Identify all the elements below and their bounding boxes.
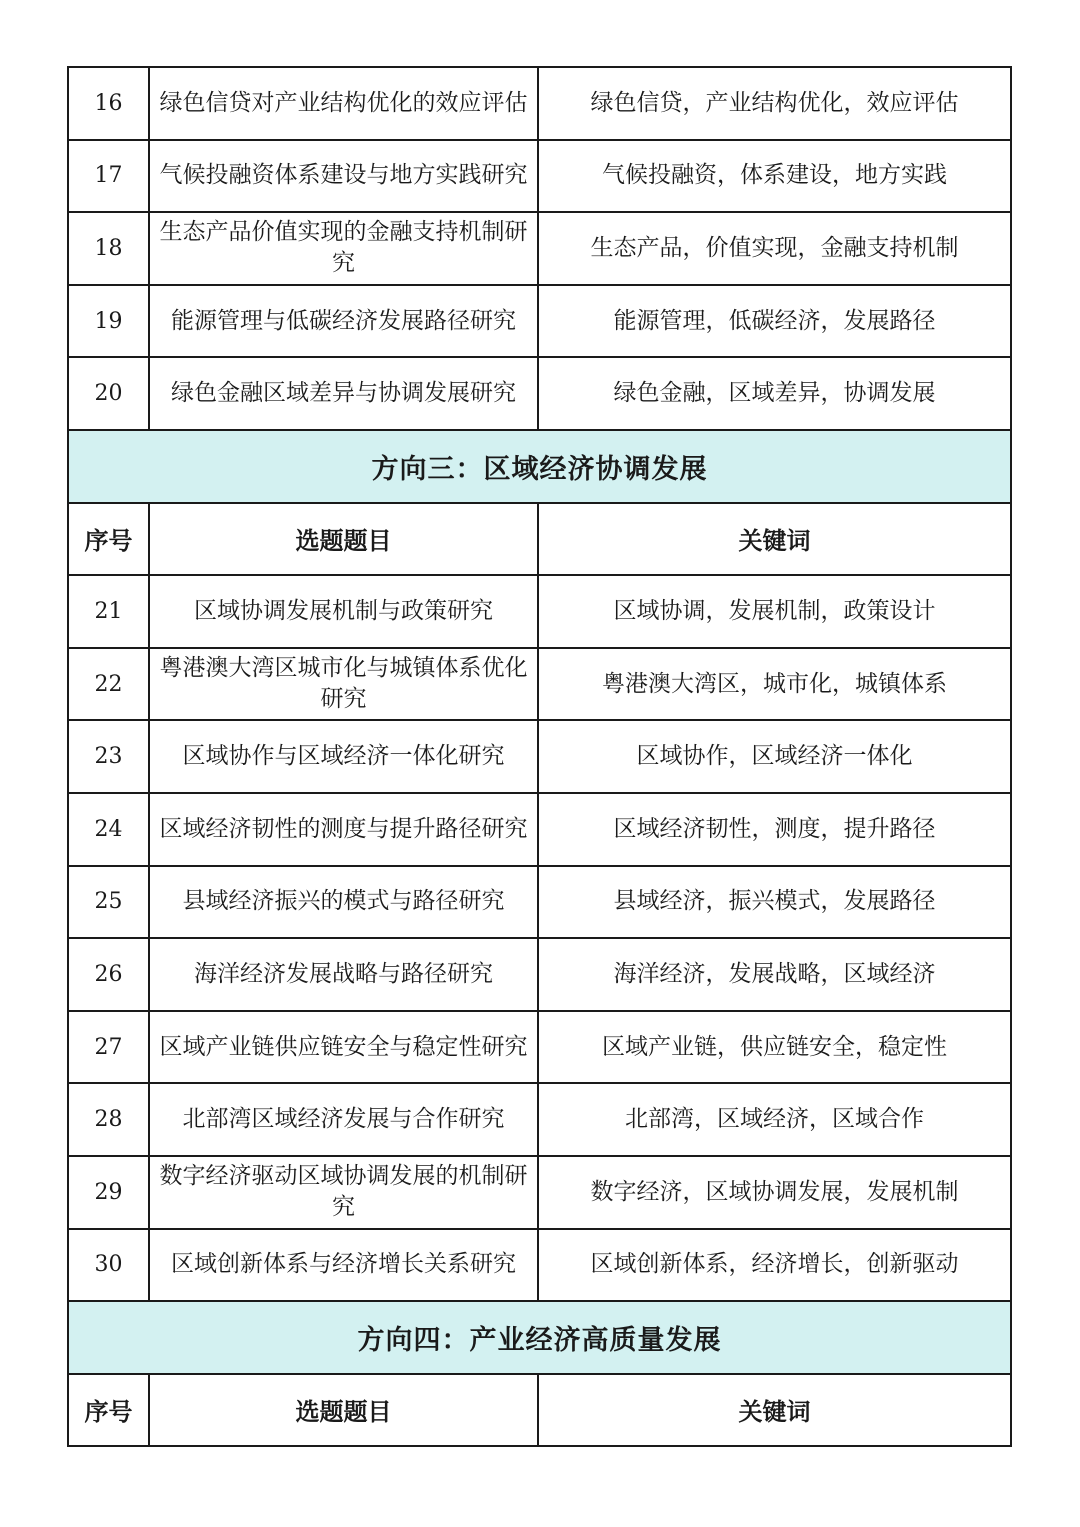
row-number: 30 <box>68 1229 149 1302</box>
topic-keywords: 北部湾，区域经济，区域合作 <box>538 1083 1011 1156</box>
table-row <box>68 1156 1011 1229</box>
topic-keywords: 县域经济，振兴模式，发展路径 <box>538 866 1011 939</box>
topic-keywords: 数字经济，区域协调发展，发展机制 <box>538 1156 1011 1229</box>
topic-title: 区域创新体系与经济增长关系研究 <box>149 1229 538 1302</box>
row-number: 22 <box>68 648 149 721</box>
row-number: 24 <box>68 793 149 866</box>
header-title: 选题题目 <box>149 1374 538 1447</box>
row-number: 18 <box>68 212 149 285</box>
header-keywords: 关键词 <box>538 1374 1011 1447</box>
topic-title: 区域协调发展机制与政策研究 <box>149 575 538 648</box>
topic-title: 能源管理与低碳经济发展路径研究 <box>149 285 538 358</box>
topic-title: 区域经济韧性的测度与提升路径研究 <box>149 793 538 866</box>
topic-keywords: 海洋经济，发展战略，区域经济 <box>538 938 1011 1011</box>
section-title: 方向四：产业经济高质量发展 <box>68 1301 1011 1374</box>
table-row <box>68 67 1011 140</box>
topic-title: 区域产业链供应链安全与稳定性研究 <box>149 1011 538 1084</box>
row-number: 29 <box>68 1156 149 1229</box>
topic-keywords: 能源管理，低碳经济，发展路径 <box>538 285 1011 358</box>
topic-keywords: 绿色金融，区域差异，协调发展 <box>538 357 1011 430</box>
topic-keywords: 区域协调，发展机制，政策设计 <box>538 575 1011 648</box>
topic-title: 绿色信贷对产业结构优化的效应评估 <box>149 67 538 140</box>
table-row <box>68 793 1011 866</box>
table-row <box>68 285 1011 358</box>
topic-keywords: 区域创新体系，经济增长，创新驱动 <box>538 1229 1011 1302</box>
table-row <box>68 575 1011 648</box>
header-number: 序号 <box>68 503 149 576</box>
topic-keywords: 绿色信贷，产业结构优化，效应评估 <box>538 67 1011 140</box>
row-number: 19 <box>68 285 149 358</box>
section-title: 方向三：区域经济协调发展 <box>68 430 1011 503</box>
table-row <box>68 938 1011 1011</box>
table-row <box>68 140 1011 213</box>
row-number: 20 <box>68 357 149 430</box>
topic-title: 绿色金融区域差异与协调发展研究 <box>149 357 538 430</box>
header-title: 选题题目 <box>149 503 538 576</box>
topic-table <box>67 66 1012 1447</box>
topic-title: 区域协作与区域经济一体化研究 <box>149 720 538 793</box>
column-header-row <box>68 1374 1011 1447</box>
topic-title: 数字经济驱动区域协调发展的机制研究 <box>149 1156 538 1229</box>
topic-title: 生态产品价值实现的金融支持机制研究 <box>149 212 538 285</box>
table-row <box>68 720 1011 793</box>
table-row <box>68 1229 1011 1302</box>
section-heading-row <box>68 1301 1011 1374</box>
topic-keywords: 区域产业链，供应链安全，稳定性 <box>538 1011 1011 1084</box>
topic-keywords: 气候投融资，体系建设，地方实践 <box>538 140 1011 213</box>
row-number: 16 <box>68 67 149 140</box>
table-row <box>68 866 1011 939</box>
row-number: 28 <box>68 1083 149 1156</box>
table-row <box>68 357 1011 430</box>
table-row <box>68 212 1011 285</box>
topic-keywords: 区域经济韧性，测度，提升路径 <box>538 793 1011 866</box>
row-number: 25 <box>68 866 149 939</box>
table-row <box>68 1011 1011 1084</box>
row-number: 27 <box>68 1011 149 1084</box>
table-row <box>68 1083 1011 1156</box>
topic-title: 北部湾区域经济发展与合作研究 <box>149 1083 538 1156</box>
topic-keywords: 生态产品，价值实现，金融支持机制 <box>538 212 1011 285</box>
row-number: 26 <box>68 938 149 1011</box>
row-number: 23 <box>68 720 149 793</box>
topic-keywords: 粤港澳大湾区，城市化，城镇体系 <box>538 648 1011 721</box>
section-heading-row <box>68 430 1011 503</box>
topic-title: 气候投融资体系建设与地方实践研究 <box>149 140 538 213</box>
topic-title: 县域经济振兴的模式与路径研究 <box>149 866 538 939</box>
topic-title: 粤港澳大湾区城市化与城镇体系优化研究 <box>149 648 538 721</box>
topic-title: 海洋经济发展战略与路径研究 <box>149 938 538 1011</box>
header-keywords: 关键词 <box>538 503 1011 576</box>
row-number: 17 <box>68 140 149 213</box>
table-row <box>68 648 1011 721</box>
topic-keywords: 区域协作，区域经济一体化 <box>538 720 1011 793</box>
row-number: 21 <box>68 575 149 648</box>
column-header-row <box>68 503 1011 576</box>
header-number: 序号 <box>68 1374 149 1447</box>
